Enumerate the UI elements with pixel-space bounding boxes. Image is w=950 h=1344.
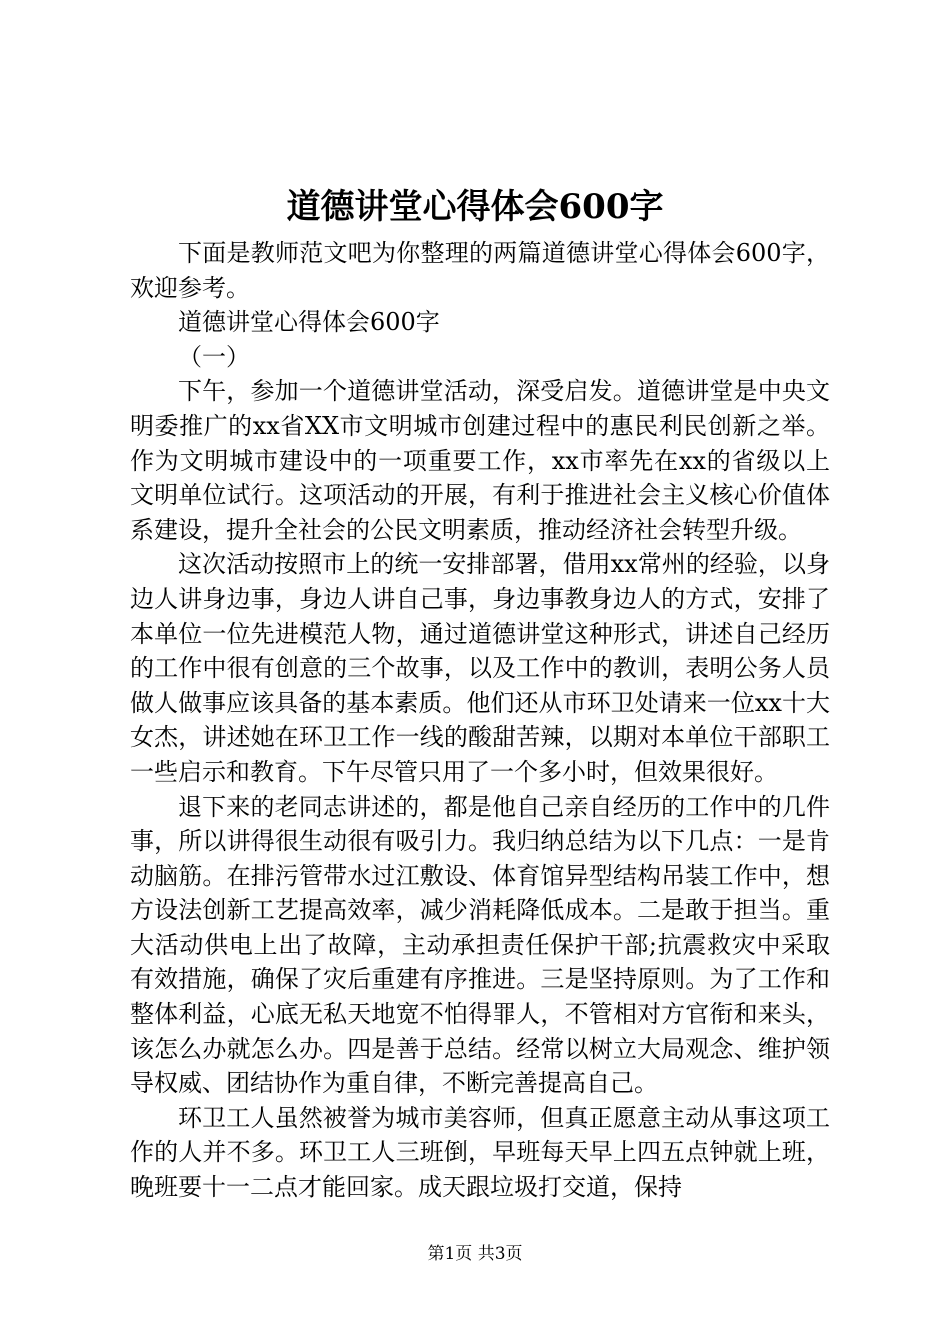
page-number-label: 第1页 共3页 bbox=[427, 1244, 523, 1264]
body-paragraph: 这次活动按照市上的统一安排部署，借用xx常州的经验，以身边人讲身边事，身边人讲自己事，身边事教身边人的方式，安排了本单位一位先进模范人物，通过道德讲堂这种形式，讲述自己经历的工作中很有创意的三个故事，以及工作中的教训，表明公务人员做人做事应该具备的基本素质。他们还从市环卫处请来一位xx十大女杰，讲述她在环卫工作一线的酸甜苦辣，以期对本单位干部职工一些启示和教育。下午尽管只用了一个多小时，但效果很好。 bbox=[130, 550, 830, 786]
section-heading: 道德讲堂心得体会600字 bbox=[178, 308, 440, 337]
section-number: （一） bbox=[178, 342, 250, 371]
page-footer bbox=[0, 1242, 950, 1266]
body-paragraph: 环卫工人虽然被誉为城市美容师，但真正愿意主动从事这项工作的人并不多。环卫工人三班倒，早班每天早上四五点钟就上班，晚班要十一二点才能回家。成天跟垃圾打交道，保持 bbox=[130, 1103, 830, 1202]
document-title: 道德讲堂心得体会600字 bbox=[286, 187, 664, 227]
body-paragraph: 退下来的老同志讲述的，都是他自己亲自经历的工作中的几件事，所以讲得很生动很有吸引力。我归纳总结为以下几点：一是肯动脑筋。在排污管带水过江敷设、体育馆异型结构吊装工作中，想方设法创新工艺提高效率，减少消耗降低成本。二是敢于担当。重大活动供电上出了故障，主动承担责任保护干部;抗震救灾中采取有效措施，确保了灾后重建有序推进。三是坚持原则。为了工作和整体利益，心底无私天地宽不怕得罪人，不管相对方官衔和来头，该怎么办就怎么办。四是善于总结。经常以树立大局观念、维护领导权威、团结协作为重自律，不断完善提高自己。 bbox=[130, 792, 830, 1098]
body-paragraph: 下午，参加一个道德讲堂活动，深受启发。道德讲堂是中央文明委推广的xx省XX市文明城市创建过程中的惠民利民创新之举。作为文明城市建设中的一项重要工作，xx市率先在xx的省级以上文明单位试行。这项活动的开展，有利于推进社会主义核心价值体系建设，提升全社会的公民文明素质，推动经济社会转型升级。 bbox=[130, 377, 830, 544]
document-body bbox=[130, 236, 830, 1205]
intro-paragraph: 下面是教师范文吧为你整理的两篇道德讲堂心得体会600字，欢迎参考。 bbox=[130, 239, 830, 302]
